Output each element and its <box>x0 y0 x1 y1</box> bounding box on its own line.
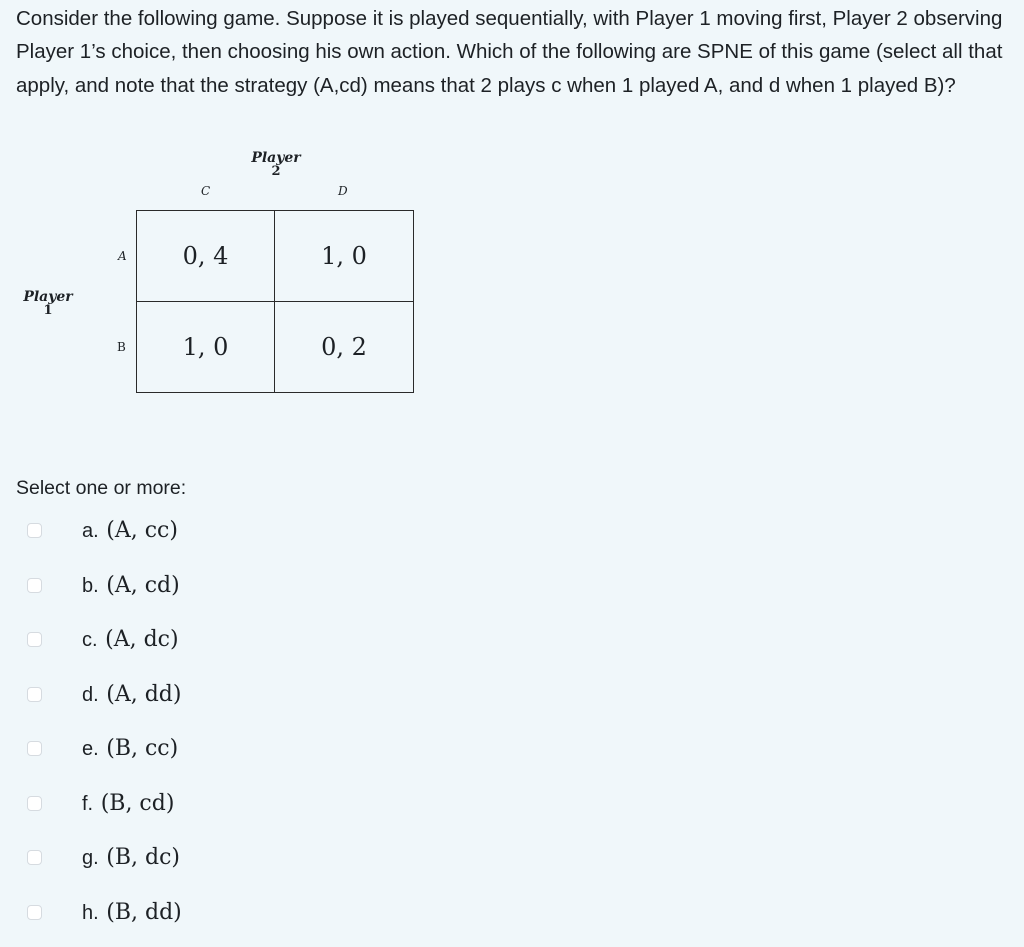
player-1-label <box>14 289 82 317</box>
option-strategy: (A, cc) <box>106 518 178 543</box>
payoff-cell-b-c: 1, 0 <box>137 302 275 393</box>
option-label-b[interactable] <box>82 572 180 600</box>
question-text: Consider the following game. Suppose it is played sequentially, with Player 1 moving first, Player 2 observing Player 1’s choice, then choosing his own action. Which of the following are SPNE of this game (select all that apply, and note that the strategy (A,cd) means that 2 plays c when 1 played A, and d when 1 played B)? <box>16 7 1003 97</box>
option-label-g[interactable] <box>82 844 180 872</box>
answer-option-d[interactable] <box>0 676 420 716</box>
player-1-number: 1 <box>43 303 53 318</box>
player-1-name: Player <box>23 289 73 305</box>
checkbox-a[interactable] <box>27 523 42 538</box>
option-letter: h. <box>82 902 99 924</box>
option-strategy: (A, cd) <box>106 573 180 598</box>
checkbox-f[interactable] <box>27 796 42 811</box>
answer-prompt: Select one or more: <box>16 477 187 499</box>
payoff-cell-a-c: 0, 4 <box>137 211 275 302</box>
column-label-d: D <box>338 184 348 198</box>
payoff-cell-a-d: 1, 0 <box>275 211 413 302</box>
option-letter: g. <box>82 847 99 869</box>
checkbox-b[interactable] <box>27 578 42 593</box>
checkbox-e[interactable] <box>27 741 42 756</box>
option-strategy: (B, dc) <box>106 845 180 870</box>
player-2-name: Player <box>251 150 301 166</box>
checkbox-c[interactable] <box>27 632 42 647</box>
option-label-e[interactable] <box>82 735 178 763</box>
payoff-cell-b-d: 0, 2 <box>321 332 367 361</box>
option-strategy: (B, cc) <box>106 736 179 761</box>
answer-option-e[interactable] <box>0 730 420 770</box>
answer-option-c[interactable] <box>0 621 420 661</box>
option-label-a[interactable] <box>82 517 178 545</box>
player-2-label <box>240 150 312 178</box>
checkbox-d[interactable] <box>27 687 42 702</box>
option-strategy: (A, dd) <box>106 682 182 707</box>
column-label-c: C <box>201 184 211 198</box>
option-label-f[interactable] <box>82 790 174 818</box>
option-strategy: (A, dc) <box>105 627 179 652</box>
option-letter: e. <box>82 738 99 760</box>
answer-option-b[interactable] <box>0 567 420 607</box>
option-letter: d. <box>82 684 99 706</box>
option-label-d[interactable] <box>82 681 181 709</box>
option-letter: a. <box>82 520 99 542</box>
row-label-a: A <box>118 249 127 263</box>
option-letter: c. <box>82 629 98 651</box>
answer-option-g[interactable] <box>0 839 420 879</box>
answer-option-f[interactable] <box>0 785 420 825</box>
checkbox-g[interactable] <box>27 850 42 865</box>
option-label-c[interactable] <box>82 626 179 654</box>
option-strategy: (B, dd) <box>106 900 182 925</box>
option-letter: b. <box>82 575 99 597</box>
payoff-matrix <box>136 210 414 393</box>
payoff-matrix-figure <box>0 140 430 410</box>
checkbox-h[interactable] <box>27 905 42 920</box>
answer-option-a[interactable] <box>0 512 420 552</box>
option-strategy: (B, cd) <box>100 791 175 816</box>
player-2-number: 2 <box>271 164 281 179</box>
answer-option-h[interactable] <box>0 894 420 934</box>
option-label-h[interactable] <box>82 899 182 927</box>
option-letter: f. <box>82 793 94 815</box>
row-label-b: B <box>117 340 126 354</box>
